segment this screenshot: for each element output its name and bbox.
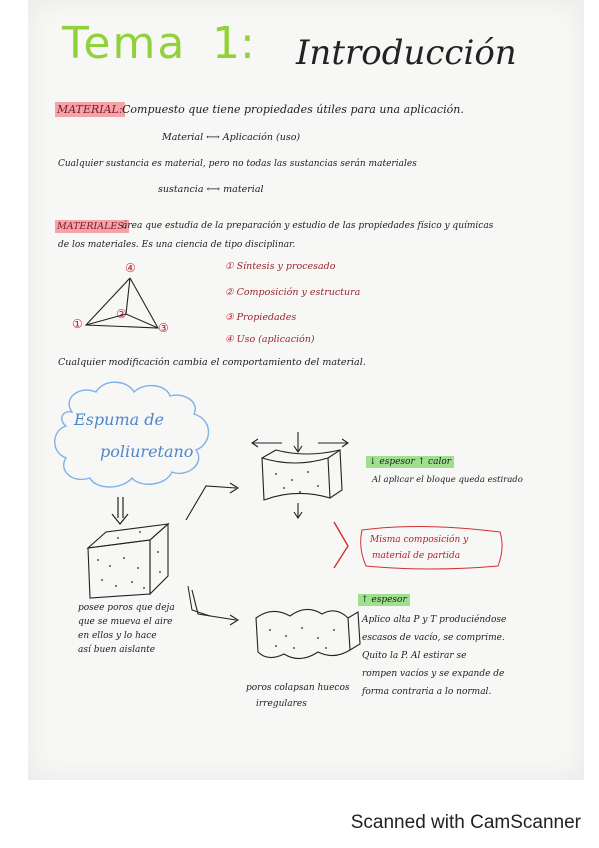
- material-definition: Compuesto que tiene propiedades útiles para una aplicación.: [122, 103, 464, 116]
- block-note-1: posee poros que deja: [78, 603, 175, 613]
- arrow-to-compressed: [192, 590, 238, 625]
- bracket-line-2: material de partida: [372, 551, 461, 561]
- compressed-note-2: irregulares: [256, 699, 307, 709]
- materiales-definition-2: de los materiales. Es una ciencia de tipo disciplinar.: [58, 240, 296, 250]
- right-bottom-line-3: Quito la P. Al estirar se: [362, 651, 467, 661]
- materiales-definition-1: área que estudia de la preparación y estudio de las propiedades físico y químicas: [122, 221, 494, 231]
- compressed-foam: [256, 609, 360, 658]
- right-bottom-line-2: escasos de vacío, se comprime.: [362, 633, 505, 643]
- right-bottom-tag-text: ↑ espesor: [358, 594, 410, 606]
- list-num: ①: [225, 261, 234, 272]
- arrow-to-stretched: [186, 483, 238, 520]
- bracket-box: [361, 526, 502, 569]
- list-text: Composición y estructura: [236, 287, 361, 298]
- block-note-4: así buen aislante: [78, 645, 156, 655]
- material-note: Cualquier sustancia es material, pero no todas las sustancias serán materiales: [58, 159, 417, 169]
- title-number: 1:: [212, 18, 255, 69]
- material-relation2: sustancia ⟷ material: [158, 184, 264, 195]
- block-note-3: en ellos y lo hace: [78, 631, 157, 641]
- material-label-text: MATERIAL:: [57, 103, 123, 116]
- material-relation: Material ⟷ Aplicación (uso): [162, 132, 301, 143]
- right-bottom-line-5: forma contraria a lo normal.: [362, 687, 492, 697]
- foam-block: [88, 524, 168, 598]
- materiales-label-text: MATERIALES:: [57, 221, 128, 232]
- cloud-line-1: Espuma de: [74, 410, 164, 429]
- right-bottom-line-4: rompen vacíos y se expande de: [362, 669, 505, 679]
- connector-line: [188, 586, 210, 616]
- list-num: ④: [225, 334, 234, 345]
- cloud-line-2: poliuretano: [100, 442, 194, 461]
- right-top-note: Al aplicar el bloque queda estirado: [372, 475, 523, 485]
- bracket-line-1: Misma composición y: [370, 535, 469, 545]
- list-num: ③: [225, 312, 234, 323]
- tetrahedron-diagram: [86, 278, 158, 328]
- tetra-label-center: ②: [116, 307, 127, 321]
- tetra-label-right: ③: [158, 321, 169, 335]
- stretched-foam: [262, 450, 342, 500]
- right-top-tag: [366, 458, 454, 467]
- stretch-arrows: [252, 432, 348, 518]
- materiales-conclusion: Cualquier modificación cambia el comportamiento del material.: [58, 357, 366, 368]
- double-down-arrow: [112, 497, 128, 524]
- scanner-watermark: Scanned with CamScanner: [350, 812, 581, 833]
- right-top-tag-text: ↓ espesor ↑ calor: [366, 456, 454, 468]
- title-tema: Tema: [62, 18, 187, 69]
- tetra-label-top: ④: [125, 261, 136, 275]
- list-text: Síntesis y procesado: [236, 261, 336, 272]
- cloud-shape: [55, 382, 209, 487]
- red-bracket: [334, 522, 348, 568]
- tetra-label-left: ①: [72, 317, 83, 331]
- block-note-2: que se mueva el aire: [78, 617, 173, 627]
- title-subtitle: Introducción: [296, 33, 517, 73]
- list-text: Uso (aplicación): [236, 334, 315, 345]
- list-text: Propiedades: [236, 312, 297, 323]
- compressed-note-1: poros colapsan huecos: [246, 683, 350, 693]
- right-bottom-line-1: Aplico alta P y T produciéndose: [362, 615, 507, 625]
- right-bottom-tag: [358, 596, 410, 605]
- list-num: ②: [225, 287, 234, 298]
